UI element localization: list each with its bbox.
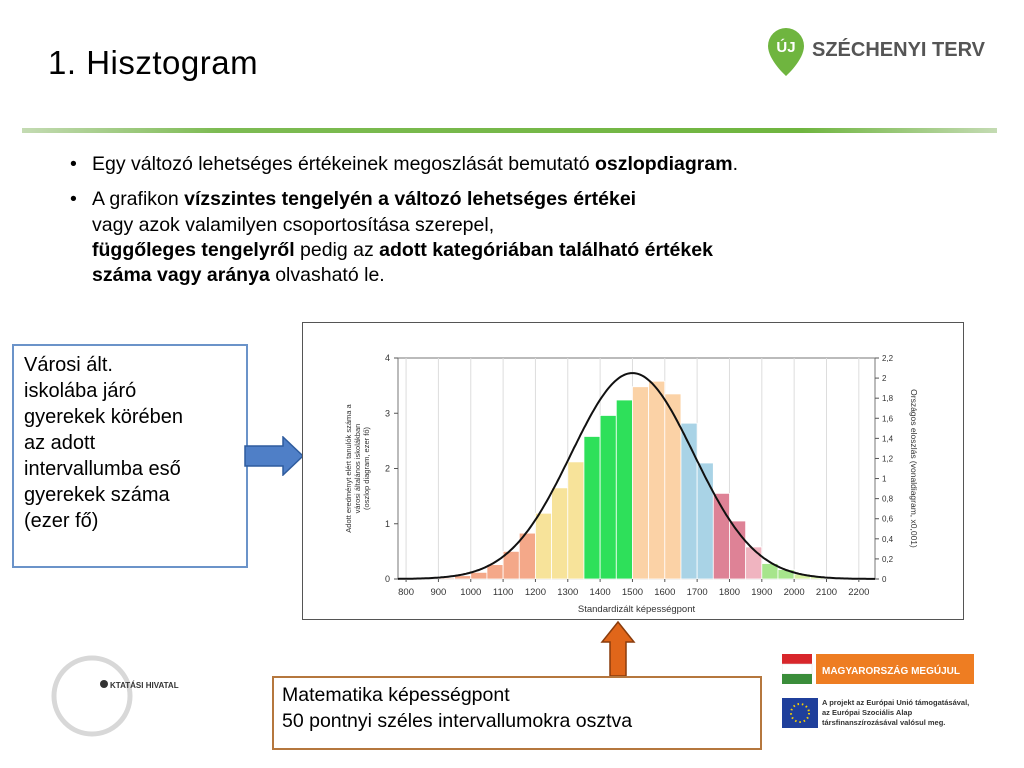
x-tick-label: 800 bbox=[398, 587, 415, 598]
y-left-tick-label: 2 bbox=[384, 463, 390, 474]
slide-title: 1. Hisztogram bbox=[48, 44, 259, 81]
oktatasi-hivatal-logo bbox=[40, 650, 200, 740]
szechenyi-pin-letters: ÚJ bbox=[776, 39, 796, 56]
y-left-tick-label: 4 bbox=[384, 353, 390, 363]
y-right-tick-label: 1,8 bbox=[882, 394, 894, 404]
histogram-svg bbox=[303, 323, 963, 619]
histogram-bar bbox=[616, 400, 632, 579]
x-tick-label: 2000 bbox=[783, 587, 805, 598]
y-left-axis-label bbox=[344, 403, 371, 532]
y-left-axis-label-line: Adott eredményt elért tanulók száma a bbox=[344, 404, 353, 533]
szechenyi-text: SZÉCHENYI TERV bbox=[812, 39, 985, 61]
y-right-tick-label: 1,4 bbox=[882, 434, 894, 444]
histogram-bar bbox=[487, 565, 503, 579]
x-axis-label: Standardizált képességpont bbox=[577, 604, 696, 615]
x-tick-label: 900 bbox=[430, 587, 447, 598]
histogram-bar bbox=[632, 387, 648, 579]
x-tick-label: 1000 bbox=[460, 587, 482, 598]
x-tick-label: 2200 bbox=[848, 587, 870, 598]
x-tick-label: 1900 bbox=[751, 587, 773, 598]
histogram-bar bbox=[681, 423, 697, 579]
arrow-right-icon bbox=[243, 436, 305, 476]
histogram-bar bbox=[746, 547, 762, 579]
y-left-tick-label: 1 bbox=[384, 518, 390, 529]
histogram-bar bbox=[697, 463, 713, 579]
bullet-2: • A grafikon vízszintes tengelyén a változó lehetséges értékei vagy azok valamilyen csoportosítása szerepel, függőleges tengelyről pedig az adott kategóriában található értékek száma vagy aránya olvasható le. bbox=[70, 188, 713, 287]
histogram-bar bbox=[584, 436, 600, 579]
szechenyi-terv-logo bbox=[760, 28, 990, 94]
histogram-bar bbox=[535, 513, 551, 579]
x-tick-label: 1800 bbox=[718, 587, 741, 598]
y-right-tick-label: 0,2 bbox=[882, 554, 894, 564]
y-right-tick-label: 0,8 bbox=[882, 494, 894, 504]
y-right-tick-label: 1 bbox=[882, 474, 887, 484]
x-tick-label: 1700 bbox=[686, 587, 708, 598]
y-right-tick-label: 0,6 bbox=[882, 514, 894, 524]
x-tick-label: 1300 bbox=[557, 587, 579, 598]
y-right-tick-label: 2,2 bbox=[882, 354, 894, 363]
bullet-1: • Egy változó lehetséges értékeinek megoszlását bemutató oszlopdiagram. bbox=[70, 153, 738, 175]
histogram-bar bbox=[568, 462, 584, 579]
x-tick-label: 1500 bbox=[621, 587, 644, 598]
x-tick-label: 1200 bbox=[524, 587, 547, 598]
y-right-tick-label: 1,6 bbox=[882, 414, 894, 424]
y-right-tick-label: 0 bbox=[882, 575, 887, 584]
x-tick-label: 1100 bbox=[492, 587, 514, 598]
x-tick-label: 1600 bbox=[654, 587, 676, 598]
histogram-bar bbox=[649, 381, 665, 579]
eu-logo bbox=[782, 696, 982, 732]
y-left-tick-label: 0 bbox=[384, 574, 390, 584]
y-left-tick-label: 3 bbox=[384, 408, 390, 419]
title-underline bbox=[22, 128, 997, 133]
y-right-tick-label: 2 bbox=[882, 374, 887, 384]
oktatasi-hivatal-text: KTATÁSI HIVATAL bbox=[110, 681, 179, 690]
callout-left: Városi ált. iskolába járó gyerekek körében az adott intervallumba eső gyerekek száma (ezer fő) bbox=[12, 344, 248, 568]
histogram-bar bbox=[471, 572, 487, 579]
histogram-bar bbox=[519, 533, 535, 579]
x-tick-label: 1400 bbox=[589, 587, 611, 598]
bullet-list bbox=[70, 152, 970, 299]
callout-bottom: Matematika képességpont 50 pontnyi széles intervallumokra osztva bbox=[272, 676, 762, 750]
y-right-tick-label: 1,2 bbox=[882, 454, 894, 464]
eu-text: A projekt az Európai Unió támogatásával, az Európai Szociális Alap társfinanszírozásával valósul meg. bbox=[822, 698, 970, 727]
y-right-tick-label: 0,4 bbox=[882, 534, 894, 544]
histogram-chart bbox=[302, 322, 964, 620]
arrow-up-icon bbox=[600, 620, 636, 678]
y-right-axis-label: Országos eloszlás (vonaldiagram, x0,001) bbox=[909, 389, 919, 548]
y-left-axis-label-line: városi általános iskolákban bbox=[353, 423, 362, 514]
magyarorszag-megujul-text: MAGYARORSZÁG MEGÚJUL bbox=[822, 666, 960, 677]
histogram-bar bbox=[552, 488, 568, 579]
x-tick-label: 2100 bbox=[815, 587, 838, 598]
eu-flag-icon bbox=[782, 698, 818, 728]
y-left-axis-label-line: (oszlop diagram, ezer fő) bbox=[362, 427, 371, 510]
histogram-bar bbox=[600, 415, 616, 579]
magyarorszag-megujul-logo bbox=[782, 650, 982, 690]
